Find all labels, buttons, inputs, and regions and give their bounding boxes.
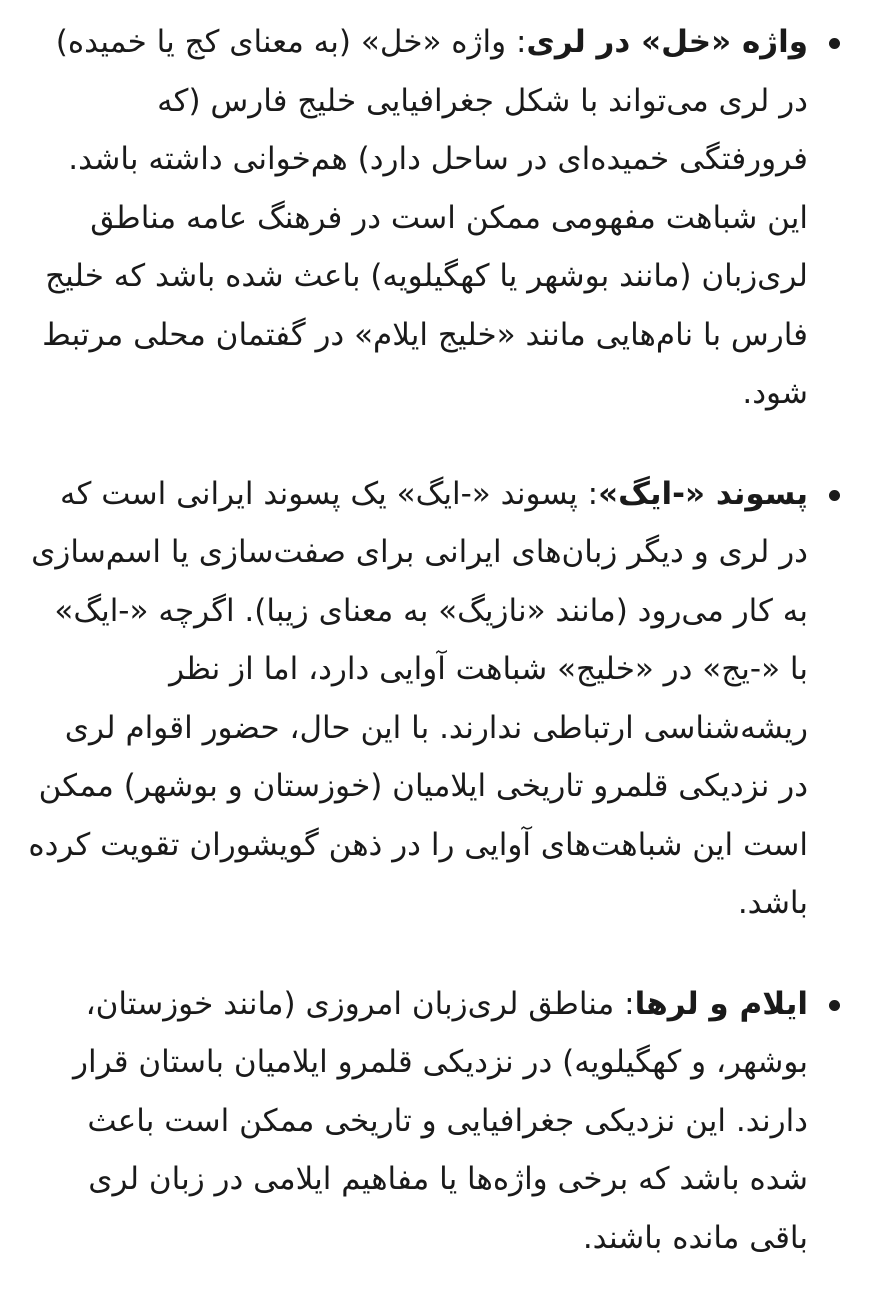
bullet-icon (829, 490, 840, 501)
item-text: مناطق لری‌زبان امروزی (مانند خوزستان، بوشهر، و کهگیلویه) در نزدیکی قلمرو ایلامیان باستان قرار دارند. این نزدیکی جغرافیایی و تاریخی ممکن است باعث شده باشد که برخی واژه‌ها یا مفاهیم ایلامی در زبان لری باقی مانده باشند. (73, 985, 808, 1256)
item-separator: : (614, 985, 635, 1022)
item-text: پسوند «-ایگ» یک پسوند ایرانی است که در لری و دیگر زبان‌های ایرانی برای صفت‌سازی یا اسم‌سازی به کار می‌رود (مانند «نازیگ» به معنای زیبا). اگرچه «-ایگ» با «-یج» در «خلیج» شباهت آوایی دارد، اما از نظر ریشه‌شناسی ارتباطی ندارند. با این حال، حضور اقوام لری در نزدیکی قلمرو تاریخی ایلامیان (خوزستان و بوشهر) ممکن است این شباهت‌های آوایی را در ذهن گویشوران تقویت کرده باشد. (28, 475, 808, 921)
bullet-icon (829, 38, 840, 49)
list-item (28, 13, 808, 423)
item-separator: : (577, 475, 599, 512)
bullet-icon (829, 1000, 840, 1011)
item-term: ایلام و لرها (634, 985, 808, 1022)
bullet-list (28, 13, 808, 1309)
item-term: واژه «خل» در لری (526, 24, 808, 60)
item-text: واژه «خل» (به معنای کج یا خمیده) در لری می‌تواند با شکل جغرافیایی خلیج فارس (که فرورفتگی خمیده‌ای در ساحل دارد) هم‌خوانی داشته باشد. این شباهت مفهومی ممکن است در فرهنگ عامه مناطق لری‌زبان (مانند بوشهر یا کهگیلویه) باعث شده باشد که خلیج فارس با نام‌هایی مانند «خلیج ایلام» در گفتمان محلی مرتبط شود. (42, 24, 808, 411)
list-item (28, 465, 808, 933)
item-separator: : (506, 24, 527, 60)
list-item (28, 975, 808, 1268)
item-term: پسوند «-ایگ» (598, 475, 808, 512)
